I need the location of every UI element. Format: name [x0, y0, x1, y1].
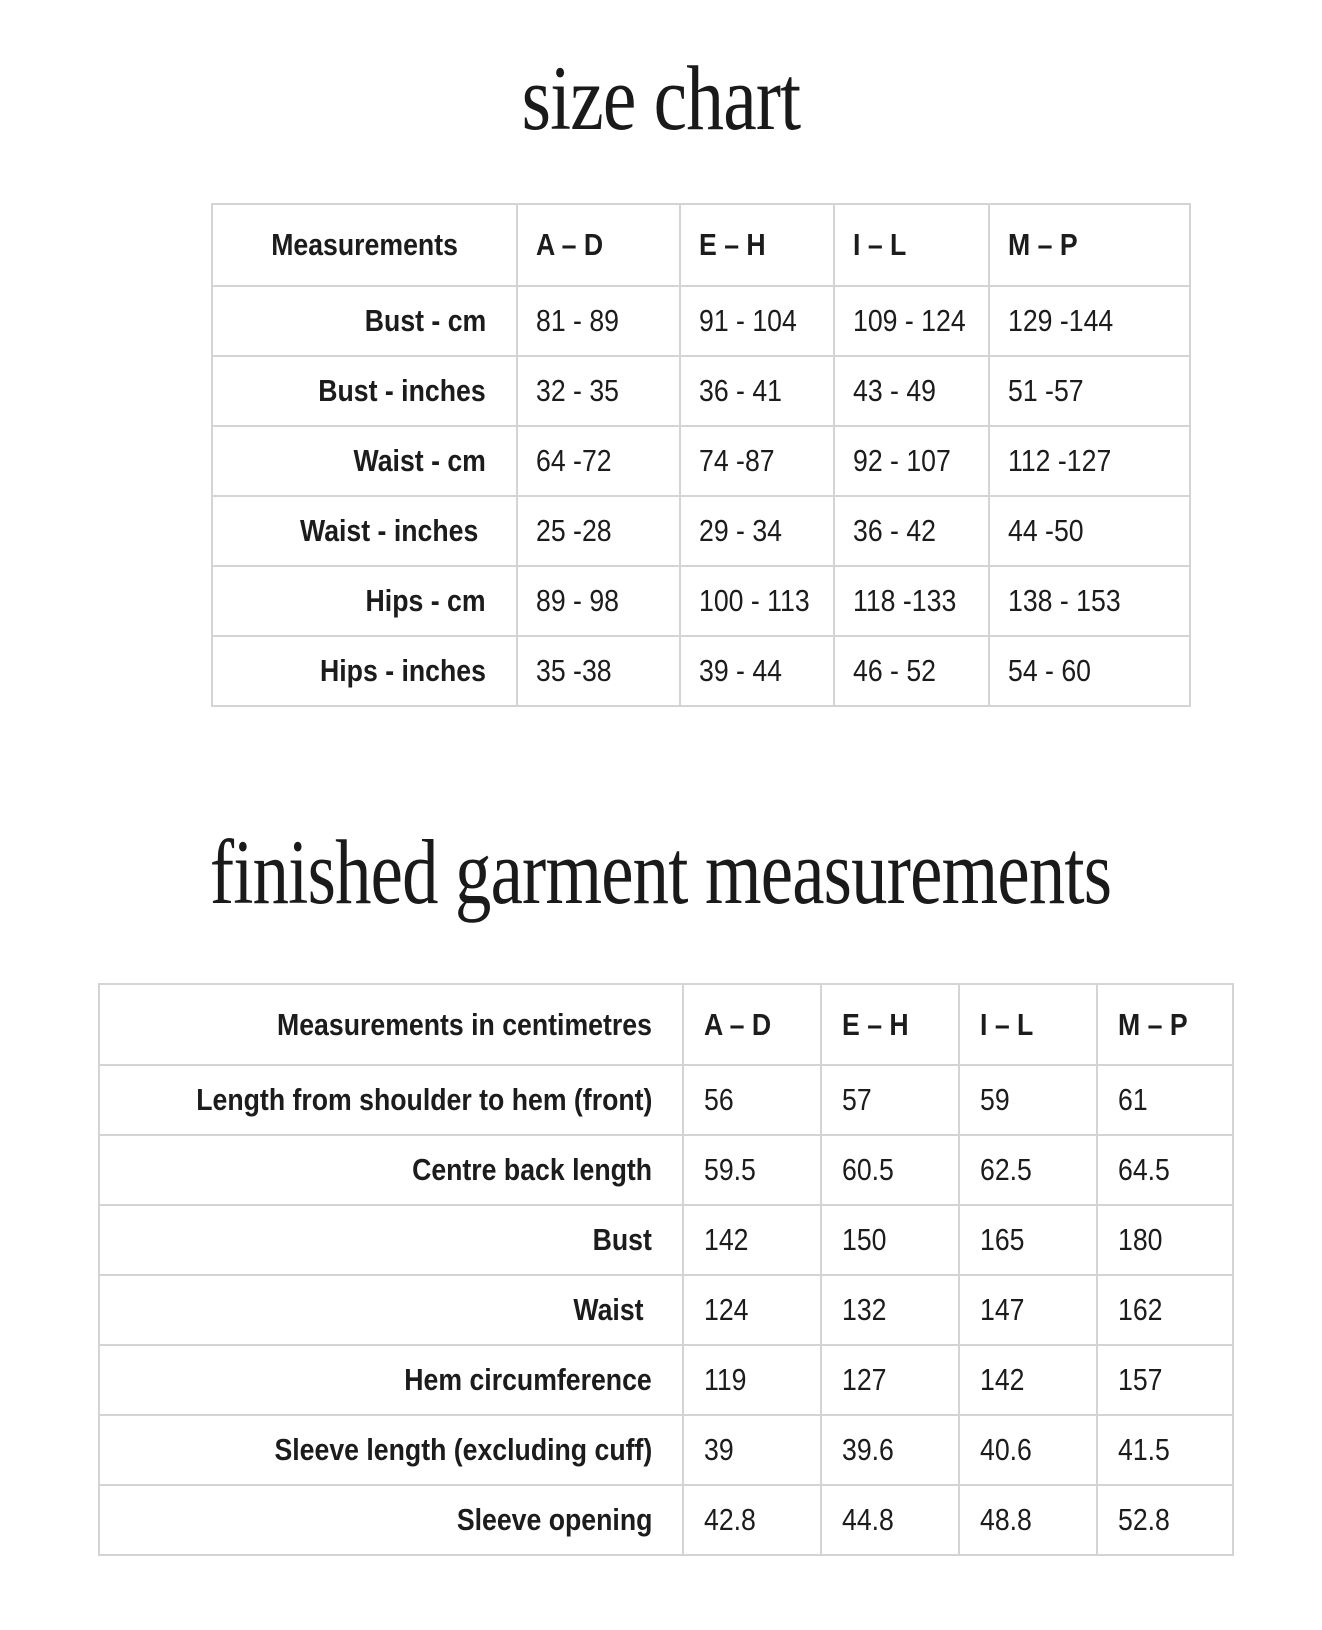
table-cell [821, 1135, 959, 1205]
header-cell-i-l [959, 984, 1097, 1065]
row-label-text: Waist - inches [299, 513, 478, 548]
cell-value: 129 -144 [1008, 303, 1114, 338]
row-label [99, 1275, 683, 1345]
cell-value: 40.6 [980, 1432, 1032, 1467]
table-cell [683, 1205, 821, 1275]
cell-value: 60.5 [842, 1152, 894, 1187]
cell-value: 91 - 104 [699, 303, 797, 338]
cell-value: 41.5 [1118, 1432, 1170, 1467]
header-label: E – H [699, 227, 766, 262]
header-cell-a-d [683, 984, 821, 1065]
cell-value: 56 [704, 1082, 734, 1117]
cell-value: 39.6 [842, 1432, 894, 1467]
cell-value: 25 -28 [536, 513, 612, 548]
table-cell [1097, 1485, 1233, 1555]
table-cell [834, 286, 989, 356]
table-row [99, 1065, 1233, 1135]
row-label-text: Hips - inches [320, 653, 486, 688]
cell-value: 64 -72 [536, 443, 612, 478]
row-label-text: Bust - cm [364, 303, 486, 338]
table-cell [959, 1485, 1097, 1555]
table-cell [989, 426, 1190, 496]
cell-value: 35 -38 [536, 653, 612, 688]
cell-value: 112 -127 [1008, 443, 1112, 478]
cell-value: 138 - 153 [1008, 583, 1121, 618]
cell-value: 124 [704, 1292, 749, 1327]
table-cell [517, 286, 680, 356]
table-cell [989, 356, 1190, 426]
garment-measurements-title [0, 821, 1322, 923]
table-cell [1097, 1345, 1233, 1415]
header-cell-m-p [989, 204, 1190, 286]
header-label: M – P [1118, 1006, 1188, 1042]
header-cell-i-l [834, 204, 989, 286]
row-label [99, 1205, 683, 1275]
row-label-text: Sleeve length (excluding cuff) [274, 1432, 652, 1467]
table-row [212, 566, 1190, 636]
row-label [99, 1485, 683, 1555]
table-cell [959, 1065, 1097, 1135]
header-label: A – D [536, 227, 604, 262]
table-cell [680, 356, 834, 426]
garment-measurements-title-text: finished garment measurements [210, 821, 1112, 923]
size-chart-table [211, 203, 1191, 707]
row-label-text: Hips - cm [366, 583, 486, 618]
header-label: I – L [853, 227, 907, 262]
garment-header-row [99, 984, 1233, 1065]
cell-value: 32 - 35 [536, 373, 620, 408]
table-cell [959, 1345, 1097, 1415]
table-cell [989, 636, 1190, 706]
cell-value: 64.5 [1118, 1152, 1170, 1187]
table-cell [821, 1205, 959, 1275]
cell-value: 54 - 60 [1008, 653, 1092, 688]
table-cell [517, 566, 680, 636]
row-label [212, 636, 517, 706]
cell-value: 42.8 [704, 1502, 756, 1537]
cell-value: 118 -133 [853, 583, 957, 618]
table-cell [1097, 1135, 1233, 1205]
header-cell-measurements-in-centimetres [99, 984, 683, 1065]
cell-value: 46 - 52 [853, 653, 937, 688]
row-label-text: Hem circumference [404, 1362, 652, 1397]
cell-value: 59 [980, 1082, 1010, 1117]
header-label: Measurements [271, 227, 458, 262]
header-label: I – L [980, 1006, 1034, 1042]
row-label [212, 426, 517, 496]
cell-value: 52.8 [1118, 1502, 1170, 1537]
cell-value: 51 -57 [1008, 373, 1084, 408]
cell-value: 165 [980, 1222, 1025, 1257]
garment-measurements-table [98, 983, 1234, 1556]
table-cell [683, 1065, 821, 1135]
cell-value: 147 [980, 1292, 1025, 1327]
table-cell [517, 356, 680, 426]
table-cell [834, 566, 989, 636]
table-cell [821, 1275, 959, 1345]
table-row [99, 1275, 1233, 1345]
table-cell [680, 426, 834, 496]
cell-value: 57 [842, 1082, 872, 1117]
table-cell [683, 1485, 821, 1555]
header-label: A – D [704, 1006, 772, 1042]
table-cell [959, 1415, 1097, 1485]
table-cell [821, 1065, 959, 1135]
row-label [212, 566, 517, 636]
header-cell-e-h [680, 204, 834, 286]
table-row [212, 496, 1190, 566]
table-cell [683, 1275, 821, 1345]
row-label [212, 356, 517, 426]
row-label-text: Bust [592, 1222, 652, 1257]
table-row [212, 356, 1190, 426]
table-cell [959, 1135, 1097, 1205]
cell-value: 62.5 [980, 1152, 1032, 1187]
cell-value: 48.8 [980, 1502, 1032, 1537]
size-chart-title-text: size chart [521, 47, 801, 149]
table-row [212, 286, 1190, 356]
cell-value: 142 [704, 1222, 749, 1257]
cell-value: 74 -87 [699, 443, 775, 478]
cell-value: 39 - 44 [699, 653, 783, 688]
header-label: Measurements in centimetres [277, 1006, 652, 1042]
row-label-text: Sleeve opening [456, 1502, 652, 1537]
cell-value: 109 - 124 [853, 303, 966, 338]
cell-value: 29 - 34 [699, 513, 783, 548]
table-row [212, 636, 1190, 706]
cell-value: 44.8 [842, 1502, 894, 1537]
table-row [99, 1485, 1233, 1555]
cell-value: 92 - 107 [853, 443, 951, 478]
cell-value: 162 [1118, 1292, 1163, 1327]
table-cell [834, 636, 989, 706]
header-label: M – P [1008, 227, 1078, 262]
table-cell [821, 1345, 959, 1415]
table-cell [834, 496, 989, 566]
cell-value: 119 [704, 1362, 747, 1397]
table-cell [989, 496, 1190, 566]
cell-value: 100 - 113 [699, 583, 810, 618]
table-cell [821, 1485, 959, 1555]
cell-value: 43 - 49 [853, 373, 937, 408]
table-row [99, 1205, 1233, 1275]
header-cell-a-d [517, 204, 680, 286]
row-label-text: Waist - cm [353, 443, 486, 478]
table-cell [989, 566, 1190, 636]
table-row [99, 1345, 1233, 1415]
table-cell [680, 566, 834, 636]
row-label [212, 286, 517, 356]
cell-value: 61 [1118, 1082, 1148, 1117]
table-cell [680, 286, 834, 356]
table-cell [1097, 1205, 1233, 1275]
table-cell [1097, 1065, 1233, 1135]
row-label [99, 1345, 683, 1415]
table-cell [989, 286, 1190, 356]
row-label [99, 1415, 683, 1485]
row-label-text: Centre back length [412, 1152, 652, 1187]
cell-value: 132 [842, 1292, 887, 1327]
table-cell [683, 1415, 821, 1485]
row-label-text: Length from shoulder to hem (front) [195, 1082, 652, 1117]
row-label [99, 1065, 683, 1135]
header-cell-e-h [821, 984, 959, 1065]
cell-value: 36 - 41 [699, 373, 783, 408]
row-label [212, 496, 517, 566]
table-row [99, 1415, 1233, 1485]
cell-value: 127 [842, 1362, 887, 1397]
cell-value: 81 - 89 [536, 303, 620, 338]
row-label [99, 1135, 683, 1205]
size-chart-header-row [212, 204, 1190, 286]
table-cell [1097, 1415, 1233, 1485]
table-row [99, 1135, 1233, 1205]
row-label-text: Bust - inches [318, 373, 486, 408]
table-cell [517, 636, 680, 706]
cell-value: 59.5 [704, 1152, 756, 1187]
header-label: E – H [842, 1006, 909, 1042]
cell-value: 180 [1118, 1222, 1163, 1257]
table-cell [821, 1415, 959, 1485]
table-cell [680, 636, 834, 706]
table-cell [959, 1205, 1097, 1275]
cell-value: 39 [704, 1432, 734, 1467]
table-row [212, 426, 1190, 496]
header-cell-measurements [212, 204, 517, 286]
table-cell [959, 1275, 1097, 1345]
table-cell [517, 426, 680, 496]
cell-value: 89 - 98 [536, 583, 620, 618]
cell-value: 157 [1118, 1362, 1163, 1397]
cell-value: 44 -50 [1008, 513, 1084, 548]
table-cell [517, 496, 680, 566]
table-cell [834, 356, 989, 426]
table-cell [680, 496, 834, 566]
table-cell [1097, 1275, 1233, 1345]
size-chart-title [0, 47, 1322, 149]
table-cell [683, 1345, 821, 1415]
table-cell [834, 426, 989, 496]
cell-value: 142 [980, 1362, 1025, 1397]
header-cell-m-p [1097, 984, 1233, 1065]
row-label-text: Waist [573, 1292, 644, 1327]
cell-value: 36 - 42 [853, 513, 937, 548]
table-cell [683, 1135, 821, 1205]
cell-value: 150 [842, 1222, 887, 1257]
